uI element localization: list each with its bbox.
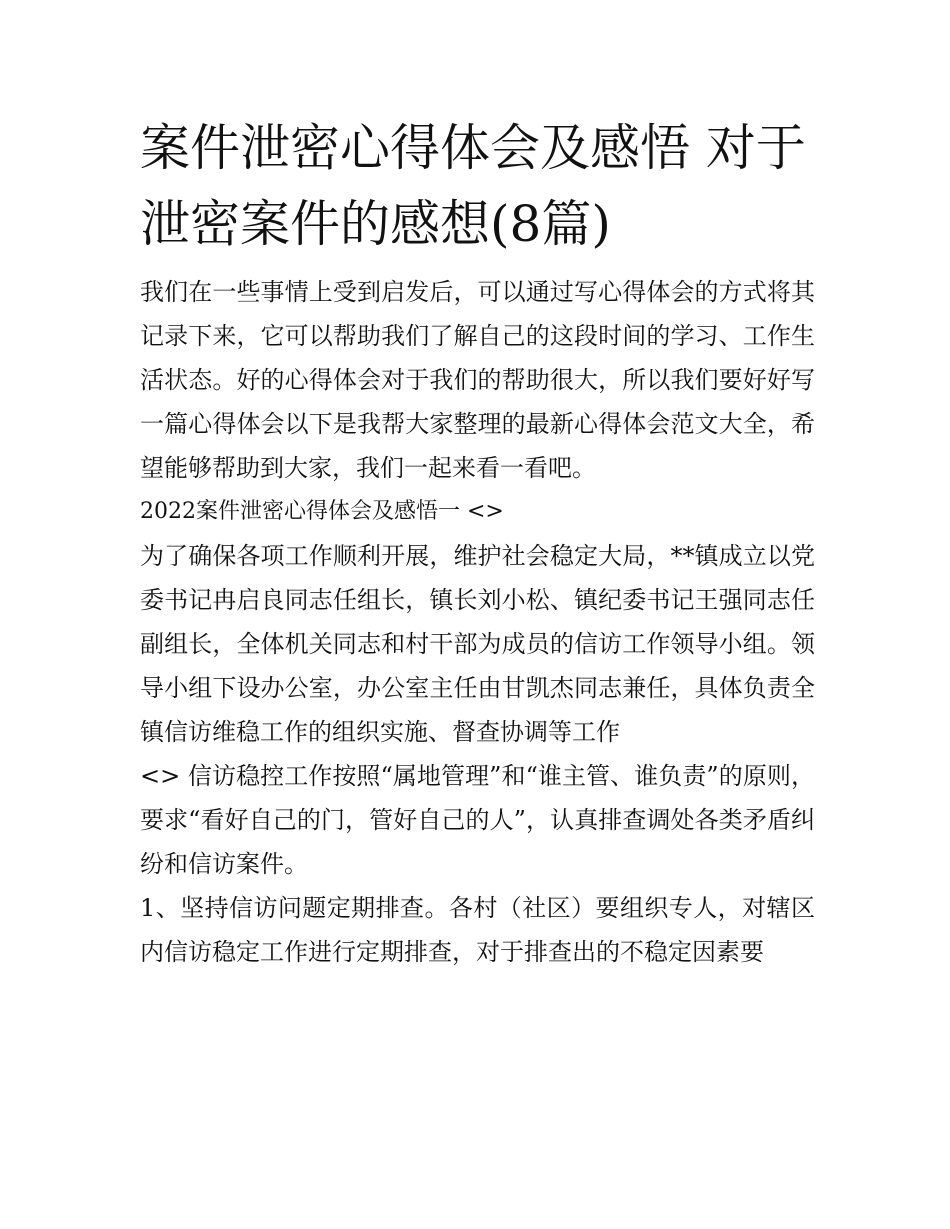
intro-paragraph: 我们在一些事情上受到启发后，可以通过写心得体会的方式将其记录下来，它可以帮助我们了解自己的这段时间的学习、工作生活状态。好的心得体会对于我们的帮助很大，所以我们要好好写一篇心得体会以下是我帮大家整理的最新心得体会范文大全，希望能够帮助到大家，我们一起来看一看吧。 [140,278,815,482]
body-paragraph-3: 1、坚持信访问题定期排查。各村（社区）要组织专人，对辖区内信访稳定工作进行定期排查，对于排查出的不稳定因素要 [140,894,815,966]
section-heading: 2022案件泄密心得体会及感悟一 <> [140,499,504,524]
document-title: 案件泄密心得体会及感悟 对于泄密案件的感想(8篇) [140,119,806,253]
body-paragraph-1: 为了确保各项工作顺利开展，维护社会稳定大局，**镇成立以党委书记冉启良同志任组长，镇长刘小松、镇纪委书记王强同志任副组长，全体机关同志和村干部为成员的信访工作领导小组。领导小组下设办公室，办公室主任由甘凯杰同志兼任，具体负责全镇信访维稳工作的组织实施、督查协调等工作 [140,542,815,746]
document-page [140,110,815,974]
body-paragraph-2: <> 信访稳控工作按照“属地管理”和“谁主管、谁负责”的原则，要求“看好自己的门，管好自己的人”，认真排查调处各类矛盾纠纷和信访案件。 [140,762,815,878]
